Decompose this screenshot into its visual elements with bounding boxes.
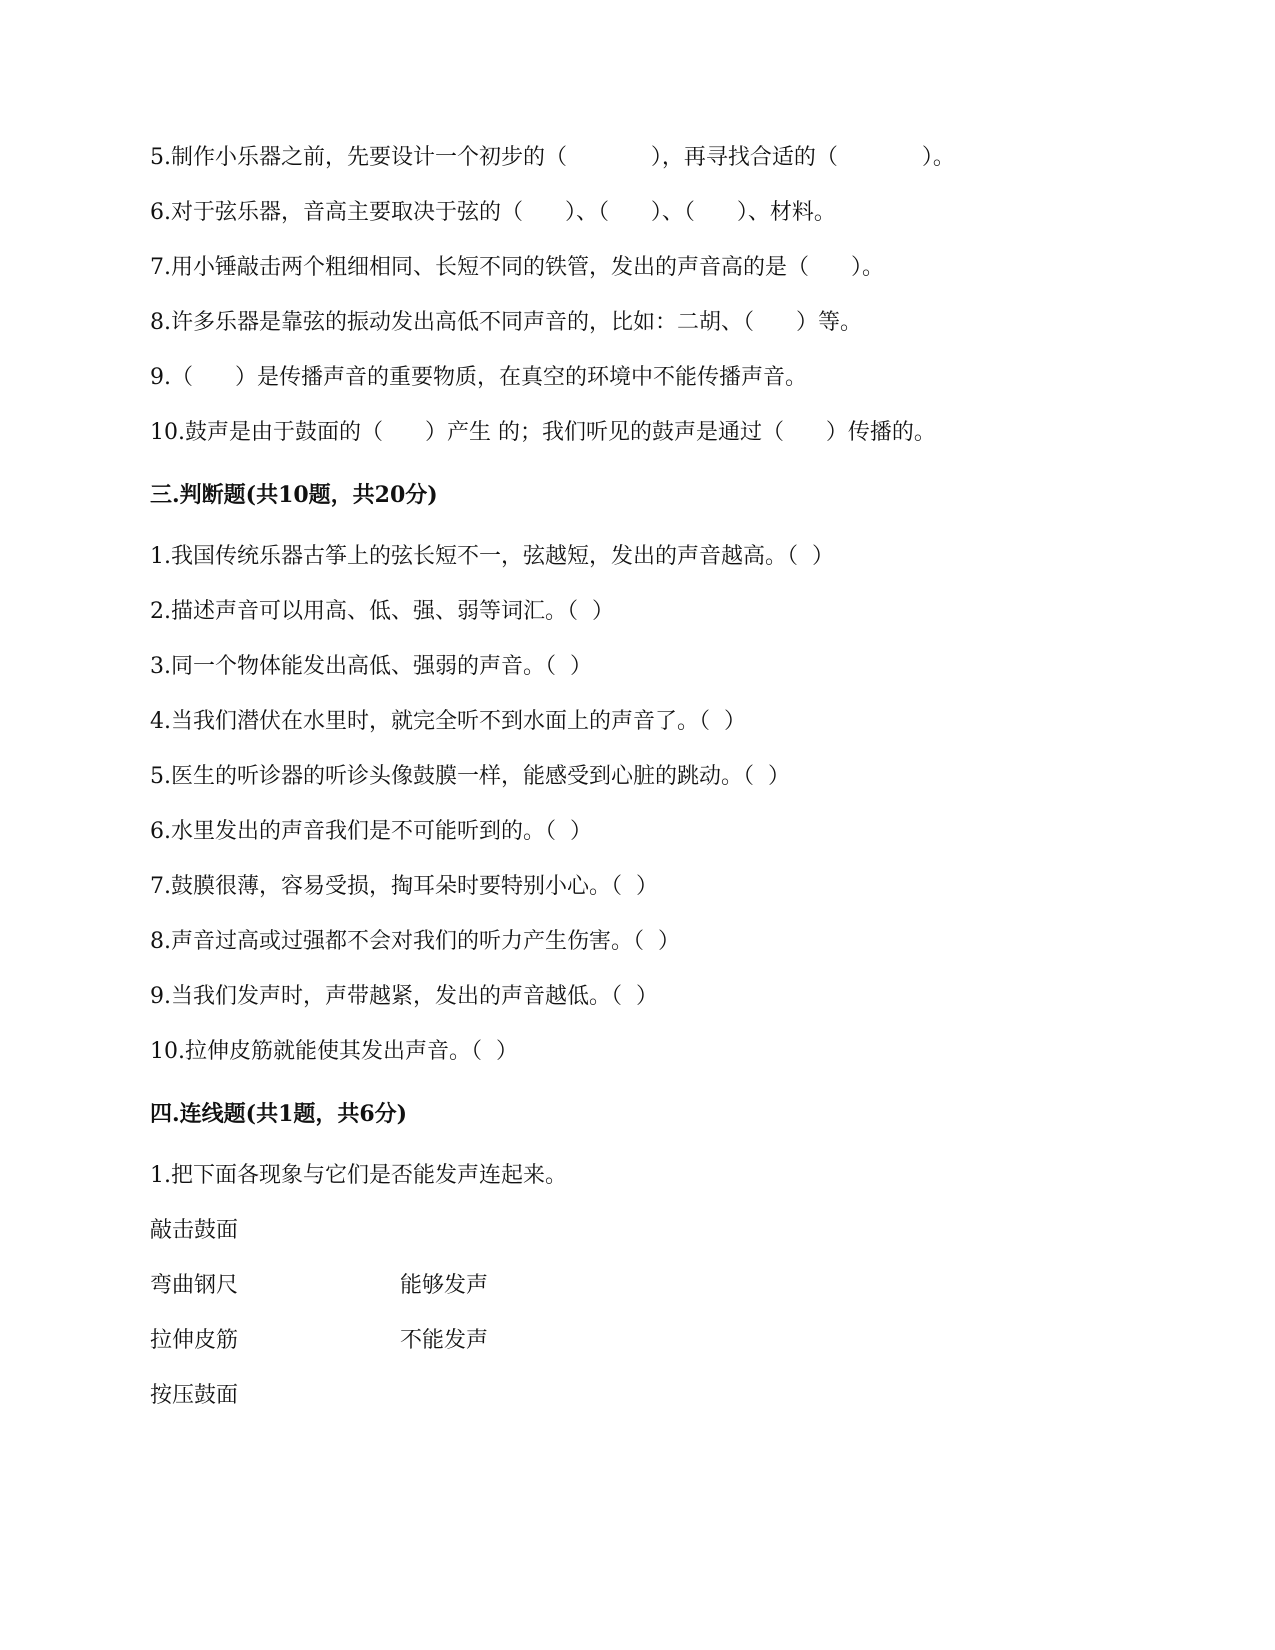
- section-heading-matching: 四.连线题(共1题，共6分): [150, 1101, 408, 1127]
- fill-in-item-10: 10.鼓声是由于鼓面的（ ）产生 的；我们听见的鼓声是通过（ ）传播的。: [150, 420, 936, 445]
- fill-in-item-7: 7.用小锤敲击两个粗细相同、长短不同的铁管，发出的声音高的是（ ）。: [150, 255, 884, 280]
- section-heading-judgement: 三.判断题(共10题，共20分): [150, 482, 438, 508]
- matching-left-item: 敲击鼓面: [150, 1218, 239, 1243]
- matching-left-item: 按压鼓面: [150, 1383, 239, 1408]
- judgement-item-7: 7.鼓膜很薄，容易受损，掏耳朵时要特别小心。（ ）: [150, 874, 658, 899]
- judgement-item-6: 6.水里发出的声音我们是不可能听到的。（ ）: [150, 819, 592, 844]
- judgement-item-9: 9.当我们发声时，声带越紧，发出的声音越低。（ ）: [150, 984, 658, 1009]
- matching-left-item: 弯曲钢尺: [150, 1273, 239, 1298]
- matching-right-item: 能够发声: [400, 1273, 489, 1298]
- judgement-item-3: 3.同一个物体能发出高低、强弱的声音。（ ）: [150, 654, 592, 679]
- fill-in-item-5: 5.制作小乐器之前，先要设计一个初步的（ ），再寻找合适的（ ）。: [150, 145, 955, 170]
- matching-question: 1.把下面各现象与它们是否能发声连起来。: [150, 1163, 567, 1188]
- matching-right-item: 不能发声: [400, 1328, 489, 1353]
- fill-in-item-9: 9.（ ）是传播声音的重要物质，在真空的环境中不能传播声音。: [150, 365, 807, 390]
- fill-in-item-6: 6.对于弦乐器，音高主要取决于弦的（ ）、（ ）、（ ）、材料。: [150, 200, 836, 225]
- judgement-item-1: 1.我国传统乐器古筝上的弦长短不一，弦越短，发出的声音越高。（ ）: [150, 544, 834, 569]
- judgement-item-8: 8.声音过高或过强都不会对我们的听力产生伤害。（ ）: [150, 929, 680, 954]
- matching-left-item: 拉伸皮筋: [150, 1328, 239, 1353]
- fill-in-item-8: 8.许多乐器是靠弦的振动发出高低不同声音的，比如：二胡、（ ）等。: [150, 310, 862, 335]
- judgement-item-5: 5.医生的听诊器的听诊头像鼓膜一样，能感受到心脏的跳动。（ ）: [150, 764, 790, 789]
- judgement-item-10: 10.拉伸皮筋就能使其发出声音。（ ）: [150, 1039, 518, 1064]
- judgement-item-2: 2.描述声音可以用高、低、强、弱等词汇。（ ）: [150, 599, 614, 624]
- judgement-item-4: 4.当我们潜伏在水里时，就完全听不到水面上的声音了。（ ）: [150, 709, 746, 734]
